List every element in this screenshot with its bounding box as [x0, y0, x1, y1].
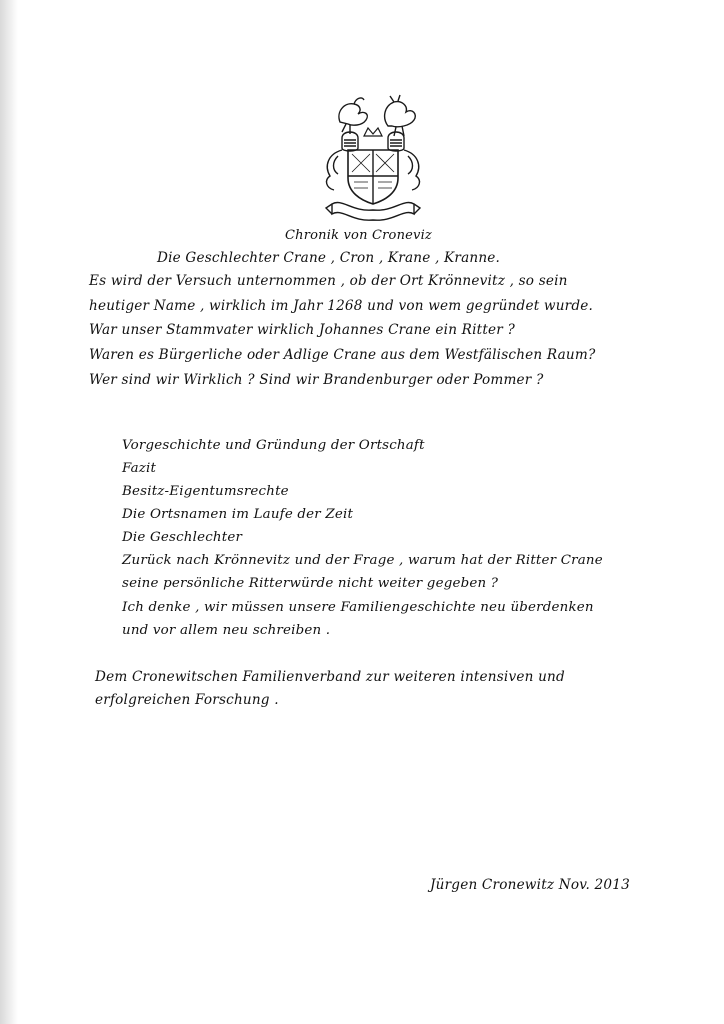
contents-item: Besitz-Eigentumsrechte [122, 484, 289, 499]
intro-line: Wer sind wir Wirklich ? Sind wir Brandenburger oder Pommer ? [89, 372, 544, 388]
contents-item: und vor allem neu schreiben . [122, 623, 331, 638]
contents-item: Die Geschlechter [122, 530, 243, 545]
contents-item: Vorgeschichte und Gründung der Ortschaft [122, 438, 425, 453]
contents-item: Ich denke , wir müssen unsere Familiengeschichte neu überdenken [122, 600, 594, 615]
dedication-line: Dem Cronewitschen Familienverband zur weiteren intensiven und [95, 669, 565, 685]
intro-line: Es wird der Versuch unternommen , ob der Ort Krönnevitz , so sein [89, 273, 568, 289]
coat-of-arms-icon [318, 92, 428, 222]
dedication-line: erfolgreichen Forschung . [95, 692, 279, 708]
document-title: Chronik von Croneviz [285, 228, 432, 243]
document-subtitle: Die Geschlechter Crane , Cron , Krane , Kranne. [157, 250, 501, 266]
contents-item: Zurück nach Krönnevitz und der Frage , warum hat der Ritter Crane [122, 553, 603, 568]
contents-item: Die Ortsnamen im Laufe der Zeit [122, 507, 354, 522]
signature: Jürgen Cronewitz Nov. 2013 [430, 877, 630, 893]
intro-line: heutiger Name , wirklich im Jahr 1268 und von wem gegründet wurde. [89, 298, 594, 314]
intro-line: Waren es Bürgerliche oder Adlige Crane aus dem Westfälischen Raum? [89, 347, 596, 363]
scan-edge-shadow [0, 0, 18, 1024]
contents-item: Fazit [122, 461, 157, 476]
intro-line: War unser Stammvater wirklich Johannes Crane ein Ritter ? [89, 322, 515, 338]
contents-item: seine persönliche Ritterwürde nicht weiter gegeben ? [122, 576, 499, 591]
